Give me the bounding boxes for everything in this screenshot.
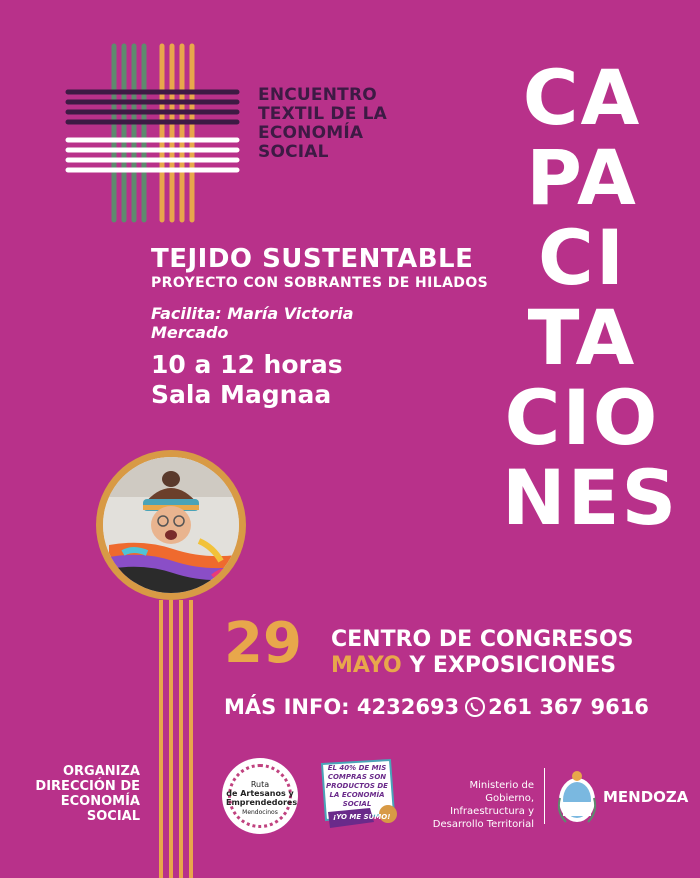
ruta-artesanos-text (226, 780, 298, 817)
heading-syllable: NES (502, 453, 679, 542)
province-name: MENDOZA (603, 788, 689, 806)
capacitaciones-heading (502, 53, 679, 542)
time-range: 10 a 12 horas (151, 350, 343, 379)
heading-syllable: CIO (504, 373, 660, 462)
logo-title-line: SOCIAL (258, 142, 329, 162)
ministry-line: Ministerio de Gobierno, (469, 780, 534, 804)
weave-logo-icon (62, 40, 252, 230)
ruta-line3: Mendocinos (242, 809, 278, 816)
mendoza-shield-icon (556, 768, 598, 826)
heading-syllable: CA (522, 53, 642, 142)
organizer-line: ORGANIZA (63, 764, 140, 779)
compras-text: EL 40% DE MIS COMPRAS SON PRODUCTOS DE LA ECONOMÍA SOCIAL (326, 764, 388, 808)
course-subtitle: PROYECTO CON SOBRANTES DE HILADOS (151, 275, 489, 291)
facilitator (151, 304, 411, 342)
logo-title-line: ENCUENTRO (258, 85, 377, 105)
room-name: Sala Magnaa (151, 380, 332, 409)
ministry-name (424, 779, 534, 831)
ruta-line2: de Artesanos y Emprendedores (226, 789, 298, 807)
facilitator-line: Facilita: María Victoria (151, 304, 354, 323)
info-label: MÁS INFO: 4232693 (224, 695, 460, 719)
organizer (22, 764, 140, 824)
whatsapp-number: 261 367 9616 (488, 695, 649, 719)
whatsapp-icon (465, 697, 485, 717)
divider (544, 768, 545, 824)
contact-info (224, 694, 649, 720)
portrait-illustration (103, 457, 239, 593)
facilitator-photo (103, 457, 239, 593)
compras-tag: ¡YO ME SUMO! (333, 813, 391, 821)
organizer-line: SOCIAL (86, 809, 140, 824)
organizer-line: ECONOMÍA (60, 794, 140, 809)
event-month: MAYO (331, 653, 402, 678)
course-title: TEJIDO SUSTENTABLE (151, 244, 474, 274)
ruta-line1: Ruta (250, 780, 270, 789)
schedule (151, 350, 343, 410)
heading-syllable: PA (526, 133, 638, 222)
logo-title-line: ECONOMÍA (258, 123, 364, 143)
ministry-line: Desarrollo Territorial (432, 819, 534, 830)
venue-line1: CENTRO DE CONGRESOS (331, 627, 634, 652)
event-day: 29 (224, 611, 302, 676)
ministry-line: Infraestructura y (450, 806, 534, 817)
thread-lines-icon (155, 600, 195, 878)
facilitator-line: Mercado (151, 323, 229, 342)
venue-line2-suffix: Y EXPOSICIONES (401, 653, 617, 678)
organizer-line: DIRECCIÓN DE (35, 779, 140, 794)
logo-title-line: TEXTIL DE LA (258, 104, 388, 124)
heading-syllable: TA (527, 293, 637, 382)
venue-line2 (331, 653, 616, 679)
heading-syllable: CI (537, 213, 627, 302)
logo-title (258, 86, 448, 162)
